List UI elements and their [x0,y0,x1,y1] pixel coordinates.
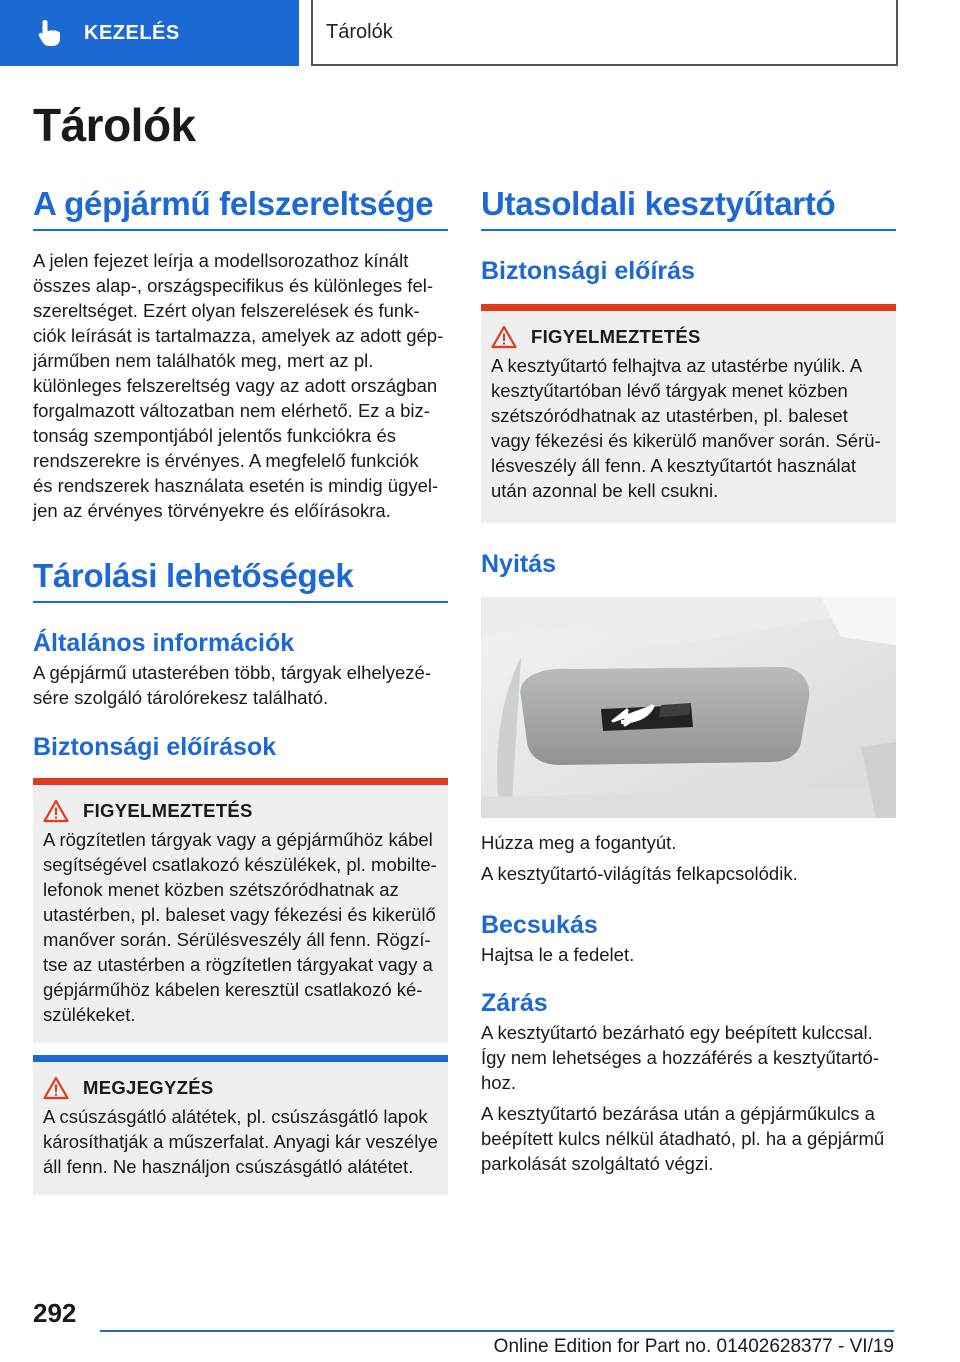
warning-bar [481,304,896,311]
page-number: 292 [33,1298,77,1328]
warning-text: A kesztyűtartó felhajtva az utastérbe nyúlik. A kesztyűtartóban lévő tárgyak menet közben szétszóródhatnak az utastérben, pl. baleset vagy fékezési és kikerülő manőver során. Sérü- lésveszély áll fenn. A kesztyűtartót használat után azonnal be kell csukni. [491,355,881,501]
heading-equipment: A gépjármű felszereltsége [33,185,448,231]
warning-text: A rögzítetlen tárgyak vagy a gépjárműhöz kábel segítségével csatlakozó készülékek, pl. mobilte- lefonok menet közben szétszóródhatnak az utastérben, pl. baleset vagy fékezési és kikerülő manőver során. Sérülésveszély áll fenn. Rögzí- tse az utastérben a rögzítetlen tárgyakat vagy a gépjárműhöz kábelen keresztül csatlakozó ké- szülékeket. [43,829,437,1025]
open-instructions: Húzza meg a fogantyút. [481,832,677,853]
close-text: Hajtsa le a fedelet. [481,944,635,965]
page-title: Tárolók [33,99,196,151]
heading-safety-rules: Biztonsági előírások [33,733,277,761]
glovebox-warning-box [481,304,896,523]
left-column [33,185,448,1195]
glovebox-photo [481,597,896,818]
hand-pointer-icon [34,17,66,49]
chapter-label: KEZELÉS [84,21,180,44]
heading-closing: Becsukás [481,911,598,939]
heading-storage: Tárolási lehetőségek [33,557,448,603]
note-text: A csúszásgátló alátétek, pl. csúszásgátló lapok károsíthatják a műszerfalat. Anyagi kár veszélye áll fenn. Ne használjon csúszásgátló alátétet. [43,1106,438,1177]
heading-general-info: Általános információk [33,629,295,657]
warning-triangle-icon [43,799,69,823]
footer-rule [100,1330,894,1332]
note-triangle-icon [43,1076,69,1100]
right-column [481,185,896,1176]
note-bar [33,1055,448,1062]
lock-paragraph: A kesztyűtartó bezárható egy beépített kulccsal. Így nem lehetséges a hozzáférés a kesztyűtartó- hoz. [481,1022,879,1093]
note-title: MEGJEGYZÉS [83,1077,214,1098]
general-paragraph: A gépjármű utasterében több, tárgyak elhelyezé- sére szolgáló tárolórekesz található. [33,662,431,708]
section-label: Tárolók [326,20,393,43]
chapter-tab[interactable] [0,0,299,66]
heading-locking: Zárás [481,989,548,1017]
heading-glovebox: Utasoldali kesztyűtartó [481,185,896,231]
warning-bar [33,778,448,785]
heading-opening: Nyitás [481,550,557,578]
warning-triangle-icon [491,325,517,349]
warning-title: FIGYELMEZTETÉS [83,800,253,821]
edition-note: Online Edition for Part no. 01402628377 - VI/19 [493,1336,894,1357]
open-light-note: A kesztyűtartó-világítás felkapcsolódik. [481,863,798,884]
warning-box [33,778,448,1043]
section-header [311,0,898,66]
warning-title: FIGYELMEZTETÉS [531,326,701,347]
equipment-paragraph: A jelen fejezet leírja a modellsorozathoz kínált összes alap-, országspecifikus és különleges fel- szereltséget. Ezért olyan felszerelések és funk- ciók leírását is tartalmazza, amelyek az adott gép- járműben nem találhatók meg, mert az pl. különleges felszereltség vagy az adott országban forgalmazott változatban nem elérhető. Ez a biz- tonság szempontjából jelentős funkciókra és rendszerekre is érvényes. A megfelelő funkciók és rendszerek használata esetén is mindig ügyel- jen az érvényes törvényekre és előírásokra. [33,250,444,521]
note-box [33,1055,448,1195]
glovebox-illustration [481,597,896,818]
lock-paragraph-2: A kesztyűtartó bezárása után a gépjárműkulcs a beépített kulcs nélkül átadható, pl. ha a gépjármű parkolását szolgáltató végzi. [481,1103,885,1174]
heading-safety-rule: Biztonsági előírás [481,257,695,285]
